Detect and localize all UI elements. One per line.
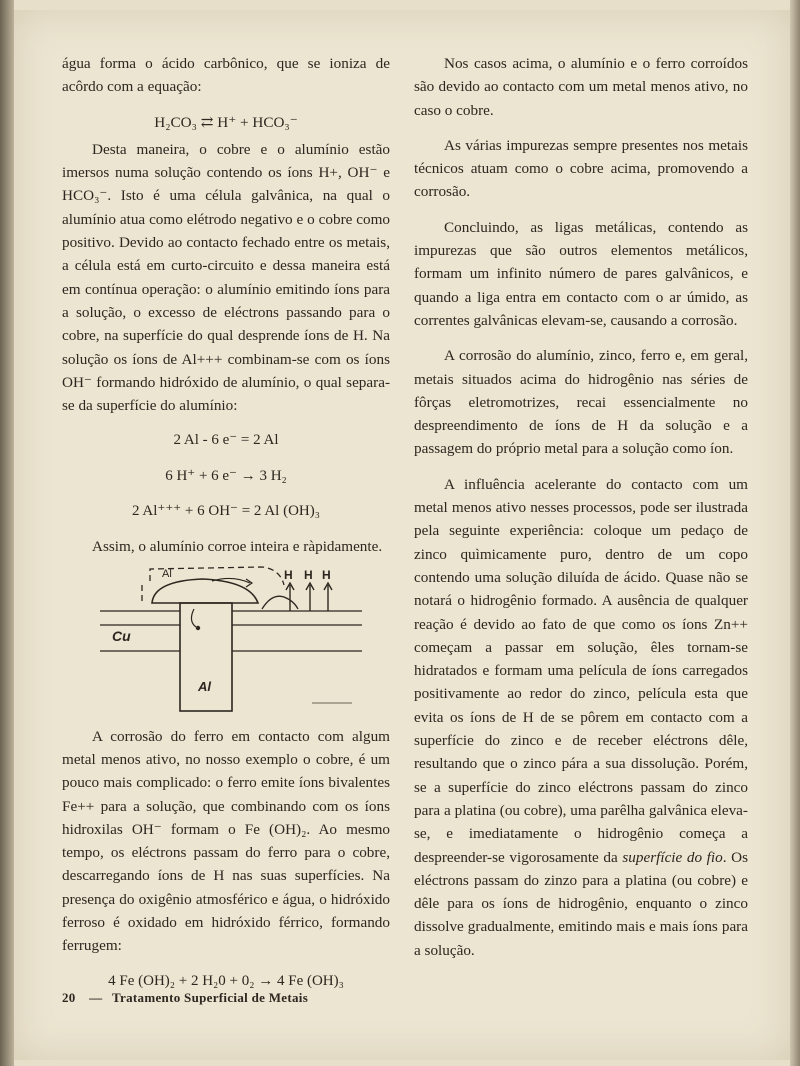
page-number: 20 xyxy=(62,990,76,1005)
equation-hydrogen: 6 H⁺ + 6 e⁻ → 3 H₂ xyxy=(165,467,287,484)
left-column xyxy=(62,52,390,1005)
right-paragraph-5-start: A influência acelerante do contacto com um metal menos ativo nesses processos, pode ser ilustrada pela seguinte experiência: coloque um pedaço de zinco quìmicamente puro, dentro de um copo contendo uma solução diluída de ácido. Quase não se notará o hidrogênio formado. A ausência de qualquer reação é devido ao fato de que como os íons Zn++ começam a passar em solução, êles tornam-se hidratados e formam uma película de íons carregados positivamente ao redor do zinco, película esta que evita os íons de H de se pôrem em contacto com a superfície do zinco e de receber eléctrons dêle, resultando que o zinco pára a sua dissolução. Porém, se a superfície do zinco eléctrons passam do zinco para a platina (ou cobre), uma parêlha galvânica eleva-se, e imediatamente o hidrogênio começa a despreender-se vigorosamente da xyxy=(414,475,748,866)
current-arrow-tip xyxy=(196,625,200,629)
al-top-label: Al xyxy=(162,567,172,580)
right-paragraph-5-italic: superfície do fio xyxy=(622,848,723,866)
right-paragraph-1: Nos casos acima, o alumínio e o ferro corroídos são devido ao contacto com um metal menos ativo, no caso o cobre. xyxy=(414,55,748,119)
corrosion-diagram xyxy=(62,563,390,713)
left-paragraph-3: Assim, o alumínio corroe inteira e ràpidamente. xyxy=(92,538,383,556)
equation-al-hydroxide: 2 Al⁺⁺⁺ + 6 OH⁻ = 2 Al (OH)₃ xyxy=(132,503,320,520)
left-paragraph-2: Desta maneira, o cobre e o alumínio estão imersos numa solução contendo os íons H+, OH⁻ e HCO₃⁻. Isto é uma célula galvânica, na qual o alumínio atua como elétrodo negativo e o cobre como positivo. Devido ao contacto fechado entre os metais, a célula está em curto-circuito e dessa maneira está em contínua operação: o alumínio emitindo íons para a solução, o excesso de eléctrons passando para o cobre, na superfície do qual desprende íons de H. Na solução os íons de Al+++ combinam-se com os íons OH⁻ formando hidróxido de alumínio, o qual separa-se da superfície do alumínio: xyxy=(62,140,390,415)
right-paragraph-5-end: . Os eléctrons passam do zinzo para a platina (ou cobre) e dêle para os íons de hidrogênio, enquanto o zinco dissolve gradualmente, emitindo mais e mais íons para a solução. xyxy=(414,848,749,959)
aluminium-rivet-shank xyxy=(180,603,232,711)
left-paragraph-1: água forma o ácido carbônico, que se ioniza de acôrdo com a equação: xyxy=(62,55,390,96)
right-paragraph-5 xyxy=(414,473,748,962)
equation-ferric-hydroxide: 4 Fe (OH)₂ + 2 H₂0 + 0₂ → 4 Fe (OH)₃ xyxy=(108,972,344,989)
corrosion-diagram-svg xyxy=(62,563,390,713)
page-footer xyxy=(62,990,308,1006)
al-bottom-label: Al xyxy=(198,678,211,694)
page-edge-right xyxy=(790,0,800,1066)
hydrogen-label-3: H xyxy=(322,567,331,582)
right-column xyxy=(414,52,748,974)
equation-carbonic-acid: H₂CO₃ ⇄ H⁺ + HCO₃⁻ xyxy=(154,113,298,131)
page-edge-left xyxy=(0,0,14,1066)
copper-label: Cu xyxy=(112,627,131,644)
right-paragraph-3: Concluindo, as ligas metálicas, contendo as impurezas que são outros elementos metálicos, formam um infinito número de pares galvânicos, e quando a liga entra em contacto com o ar úmido, as correntes galvânicas elevam-se, causando a corrosão. xyxy=(414,218,748,329)
right-paragraph-4: A corrosão do alumínio, zinco, ferro e, em geral, metais situados acima do hidrogênio nas séries de fôrças eletromotrizes, recai essencialmente no despreendimento de íons de H da solução e a passagem do próprio metal para a solução como íon. xyxy=(414,347,748,458)
equation-al-oxidation: 2 Al - 6 e⁻ = 2 Al xyxy=(173,432,279,449)
aluminium-rivet-head xyxy=(152,579,258,603)
publication-title: Tratamento Superficial de Metais xyxy=(112,990,309,1005)
footer-separator: — xyxy=(89,990,103,1005)
hydrogen-curve xyxy=(262,596,298,609)
right-paragraph-2: As várias impurezas sempre presentes nos metais técnicos atuam como o cobre acima, promovendo a corrosão. xyxy=(414,136,748,201)
hydrogen-label-2: H xyxy=(304,567,313,582)
hydrogen-label-1: H xyxy=(284,567,293,582)
left-paragraph-4: A corrosão do ferro em contacto com algum metal menos ativo, no nosso exemplo o cobre, é um pouco mais complicado: o ferro emite íons bivalentes Fe++ para a solução, que combinando com os íons hidroxilas OH⁻ formam o Fe (OH)₂. Ao mesmo tempo, os eléctrons passam do ferro para o cobre, descarregando íons de H nas suas superfícies. Na presença do oxigênio atmosférico e água, o hidróxido ferroso é oxidado em hidróxido férrico, formando ferrugem: xyxy=(62,727,390,955)
current-arrow xyxy=(191,609,196,627)
